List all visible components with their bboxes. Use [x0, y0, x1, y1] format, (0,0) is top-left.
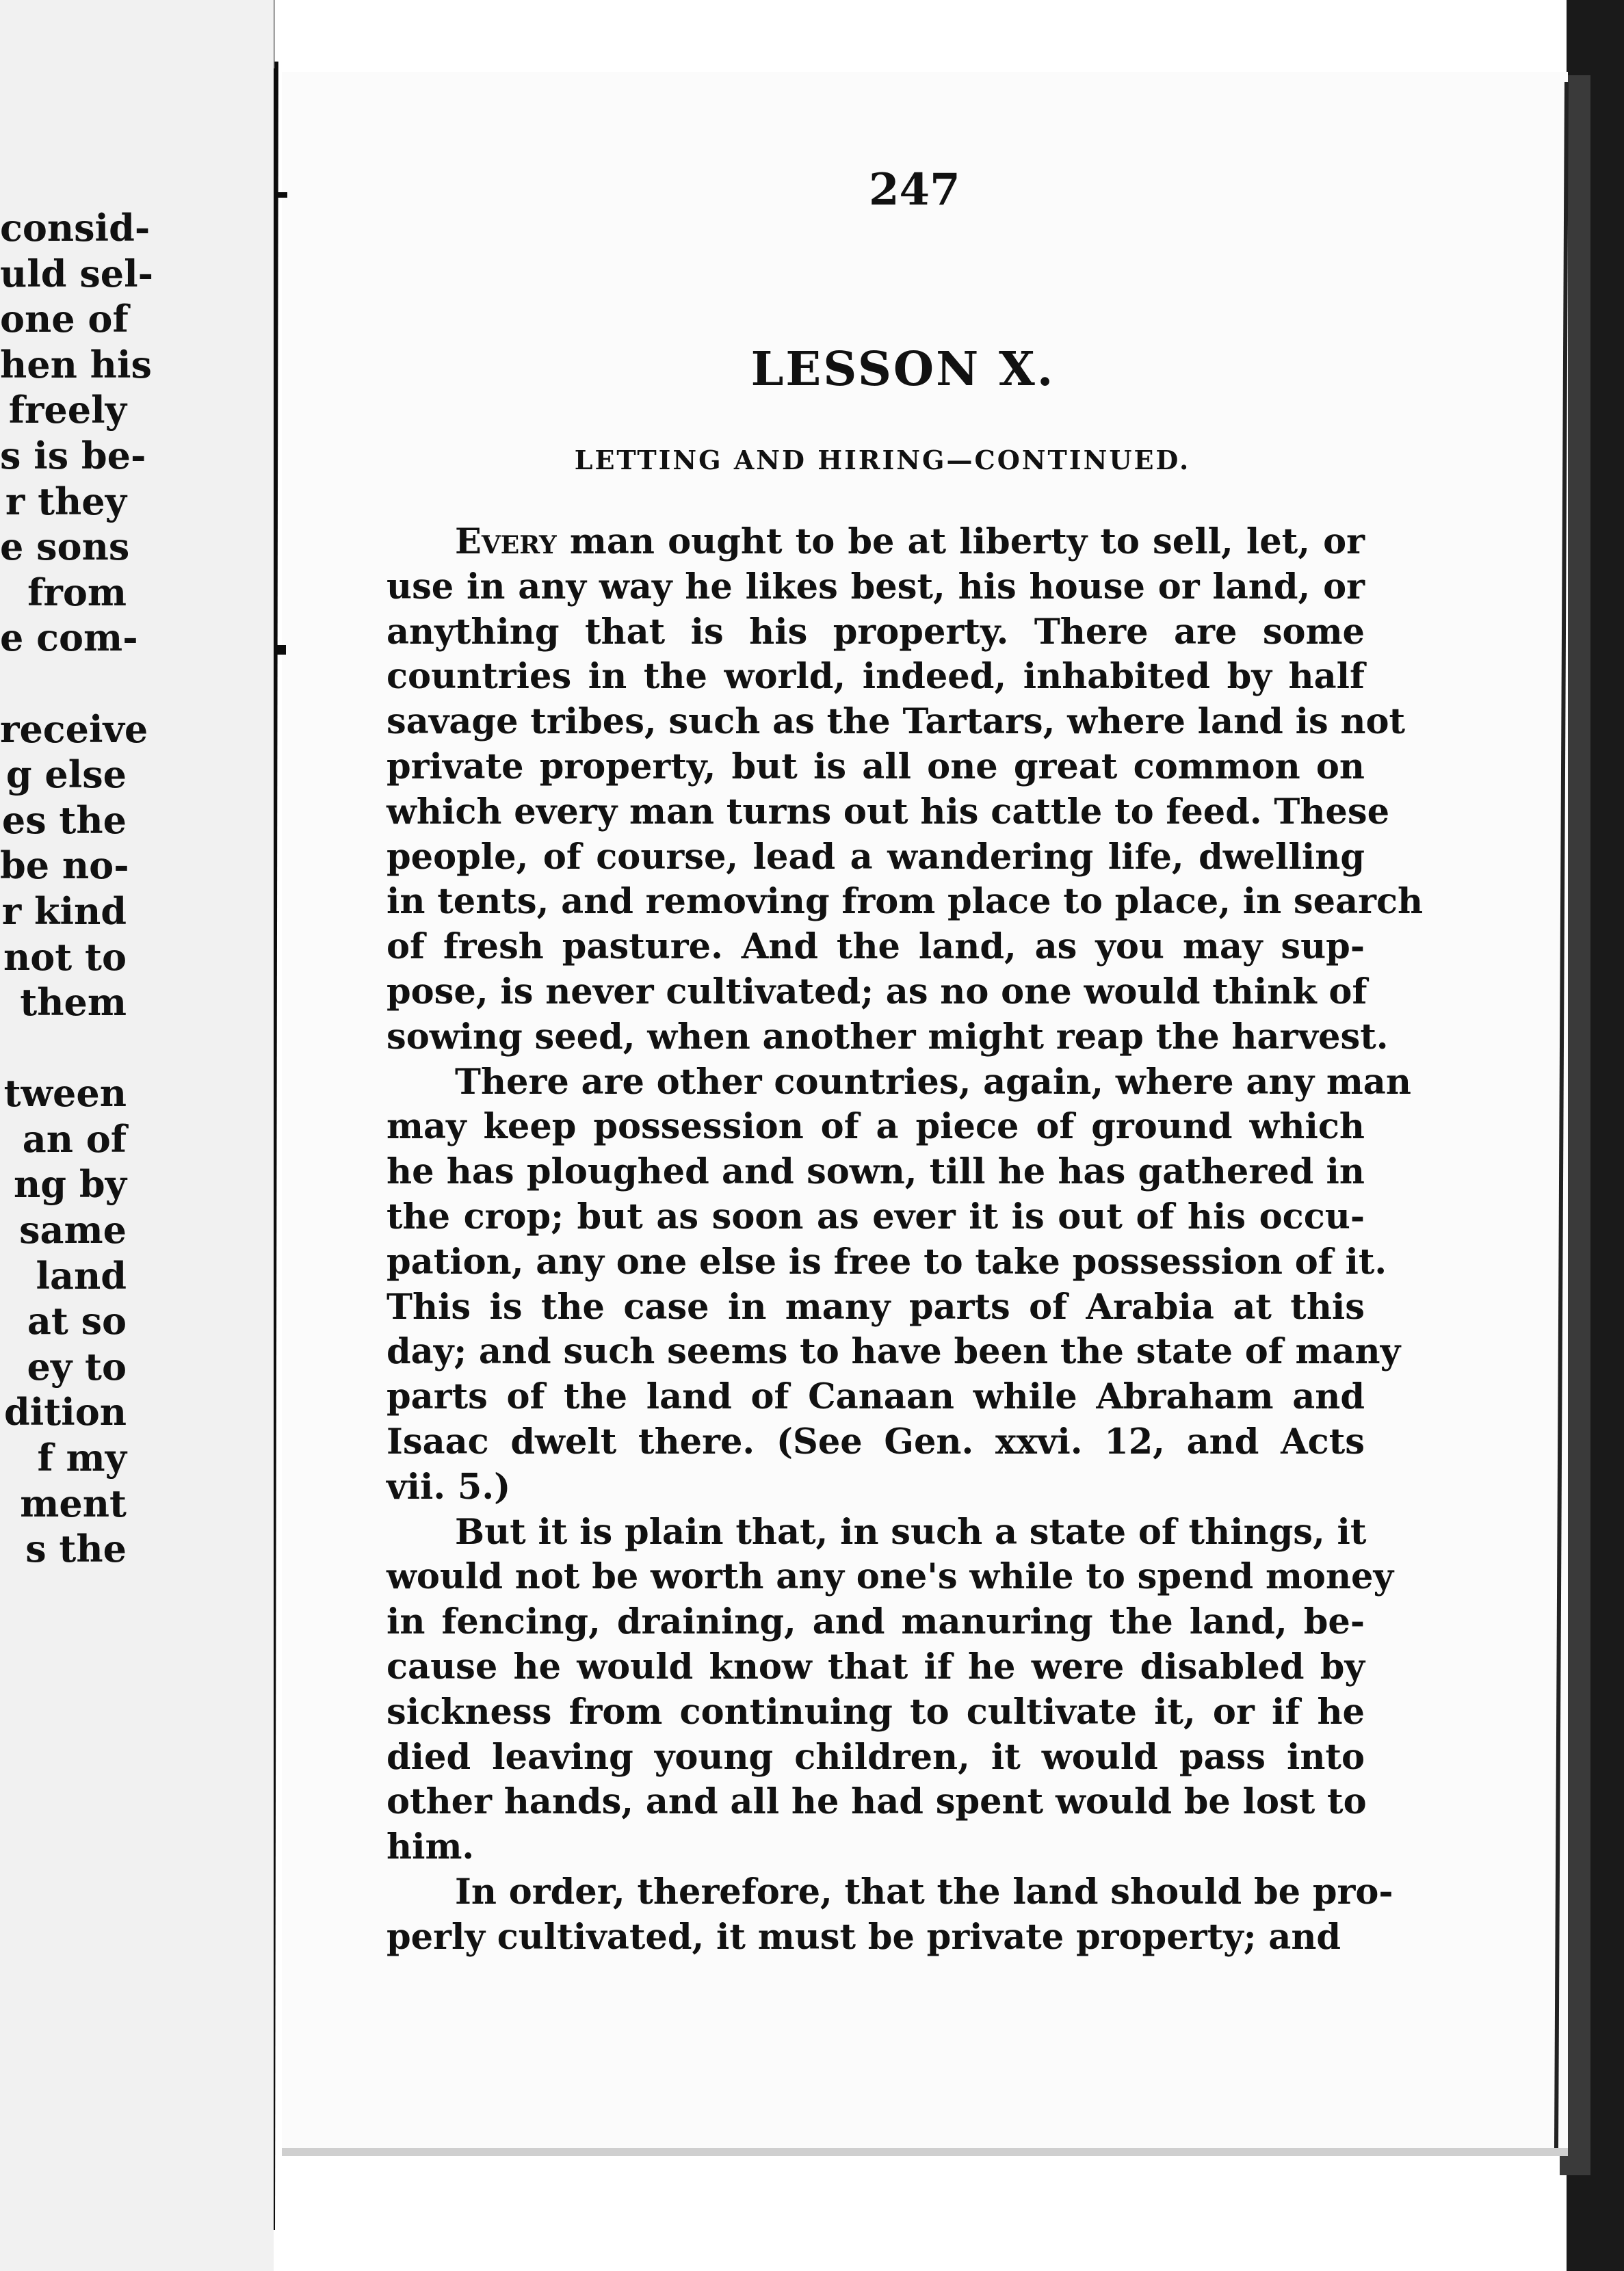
text-line — [387, 1780, 1365, 1825]
text-line — [387, 790, 1390, 835]
line-text: day; and such seems to have been the state of many — [387, 1331, 1401, 1373]
facing-page-line: f my — [37, 1436, 127, 1480]
lead-word: Every — [455, 521, 557, 562]
text-line — [387, 1375, 1365, 1420]
text-line — [387, 655, 1365, 700]
facing-page-line: tween — [3, 1071, 127, 1116]
facing-page-line: receive — [0, 707, 148, 751]
text-line — [387, 880, 1424, 925]
text-line — [387, 565, 1365, 610]
line-text: of fresh pasture. And the land, as you may sup- — [387, 926, 1365, 968]
line-text: him. — [387, 1826, 475, 1868]
line-text: he has ploughed and sown, till he has gathered in — [387, 1151, 1365, 1193]
text-line — [387, 1465, 1365, 1510]
line-text: pation, any one else is free to take possession of it. — [387, 1241, 1387, 1283]
text-line — [387, 1285, 1365, 1330]
line-text: may keep possession of a piece of ground which — [387, 1106, 1365, 1148]
facing-page-line: ng by — [14, 1162, 127, 1207]
facing-page-line: one of — [0, 297, 129, 341]
facing-page-line — [0, 1025, 127, 1071]
line-text: would not be worth any one's while to spend money — [387, 1556, 1394, 1598]
facing-page-line: s is be- — [0, 433, 146, 477]
paragraph — [387, 1060, 1411, 1510]
facing-page-line: at so — [27, 1299, 127, 1343]
facing-page-line: be no- — [0, 843, 129, 888]
facing-page-line: an of — [22, 1116, 127, 1161]
facing-page-line: same — [19, 1208, 127, 1252]
text-line — [387, 835, 1365, 880]
line-text: In order, therefore, that the land should be pro- — [455, 1871, 1393, 1913]
text-line — [387, 1600, 1365, 1645]
facing-page-line: land — [36, 1253, 127, 1298]
line-text: man ought to be at liberty to sell, let, or — [556, 521, 1365, 562]
facing-page-line: dition — [3, 1390, 127, 1434]
facing-page-line: consid- — [0, 206, 150, 250]
text-line — [387, 925, 1365, 970]
text-line — [387, 1645, 1365, 1690]
text-line — [387, 700, 1406, 745]
facing-page-line: ey to — [27, 1344, 127, 1389]
text-line — [387, 1195, 1365, 1240]
line-text: perly cultivated, it must be private property; and — [387, 1916, 1341, 1958]
line-text: other hands, and all he had spent would be lost to — [387, 1781, 1367, 1823]
facing-page-line — [0, 661, 127, 707]
text-line — [387, 1150, 1365, 1195]
line-text: cause he would know that if he were disabled by — [387, 1646, 1365, 1688]
line-text: people, of course, lead a wandering life, dwelling — [387, 836, 1365, 878]
line-text: savage tribes, such as the Tartars, where land is not — [387, 701, 1406, 743]
text-line — [387, 1240, 1387, 1285]
text-line — [387, 745, 1365, 790]
facing-page-line: g else — [5, 752, 127, 797]
facing-page-line: uld sel- — [0, 251, 154, 296]
facing-page-line: r kind — [1, 889, 127, 933]
text-line — [387, 1105, 1365, 1150]
facing-page-line: ment — [20, 1481, 127, 1525]
line-text: which every man turns out his cattle to feed. These — [387, 791, 1390, 832]
facing-page-line: from — [27, 570, 127, 614]
line-text: in tents, and removing from place to place, in search — [387, 881, 1424, 923]
line-text: pose, is never cultivated; as no one would think of — [387, 971, 1367, 1012]
facing-page-line: them — [20, 980, 127, 1025]
line-text: vii. 5.) — [387, 1466, 511, 1508]
line-text: sickness from continuing to cultivate it, or if he — [387, 1691, 1365, 1733]
paragraph — [387, 1510, 1394, 1870]
facing-page-text — [0, 205, 154, 1572]
facing-page-fragment — [0, 0, 274, 2271]
text-line — [387, 1015, 1389, 1060]
lesson-body — [387, 520, 1424, 1960]
line-text: But it is plain that, in such a state of things, it — [455, 1511, 1367, 1553]
text-line — [387, 970, 1365, 1015]
line-text: parts of the land of Canaan while Abraham and — [387, 1376, 1365, 1418]
line-text: the crop; but as soon as ever it is out of his occu- — [387, 1196, 1365, 1237]
facing-page-line: freely — [8, 388, 127, 432]
text-line — [387, 1825, 1365, 1870]
line-text: anything that is his property. There are some — [387, 611, 1365, 653]
facing-page-line: e sons — [0, 525, 130, 569]
text-line — [387, 1510, 1365, 1555]
text-line — [387, 1915, 1365, 1960]
text-line — [387, 1555, 1394, 1600]
text-line — [387, 1870, 1393, 1915]
line-text: There are other countries, again, where any man — [455, 1061, 1411, 1103]
line-text: private property, but is all one great common on — [387, 746, 1365, 787]
facing-page-line: s the — [25, 1527, 127, 1571]
line-text: Isaac dwelt there. (See Gen. xxvi. 12, and Acts — [387, 1421, 1365, 1462]
line-text: countries in the world, indeed, inhabited by half — [387, 656, 1365, 698]
text-line — [387, 1060, 1411, 1105]
line-text: use in any way he likes best, his house or land, or — [387, 566, 1365, 607]
facing-page-line: r they — [5, 479, 127, 523]
line-text: died leaving young children, it would pass into — [387, 1736, 1365, 1778]
text-line — [387, 1330, 1401, 1375]
text-line — [387, 610, 1365, 655]
line-text: sowing seed, when another might reap the harvest. — [387, 1016, 1389, 1058]
text-line — [387, 520, 1365, 565]
text-line — [387, 1735, 1365, 1781]
facing-page-line: es the — [1, 798, 127, 842]
line-text: This is the case in many parts of Arabia at this — [387, 1286, 1365, 1328]
facing-page-line: hen his — [0, 342, 152, 386]
text-line — [387, 1690, 1365, 1735]
text-line — [387, 1420, 1365, 1465]
paragraph — [387, 1870, 1393, 1960]
lesson-subtitle: LETTING AND HIRING—CONTINUED. — [574, 445, 1191, 475]
page-number: 247 — [869, 164, 960, 215]
facing-page-line: e com- — [0, 616, 138, 660]
line-text: in fencing, draining, and manuring the land, be- — [387, 1601, 1365, 1643]
paragraph — [387, 520, 1424, 1060]
lesson-title: LESSON X. — [750, 342, 1056, 397]
facing-page-line: not to — [3, 934, 127, 979]
